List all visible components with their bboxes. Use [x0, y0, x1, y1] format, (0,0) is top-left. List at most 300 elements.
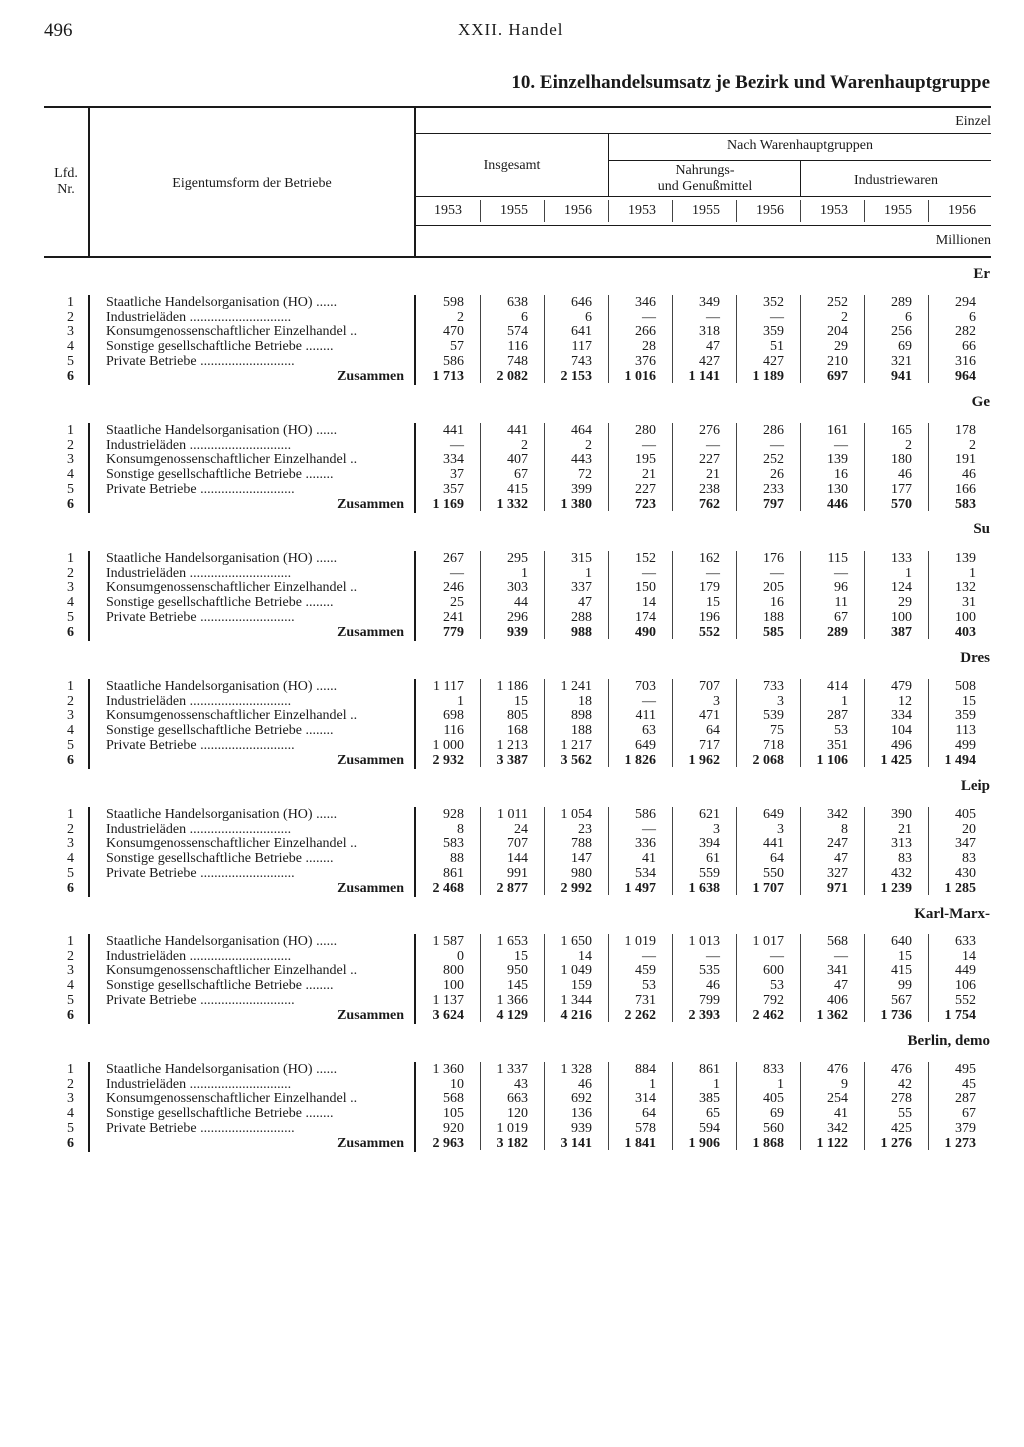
table-cell: 1 [649, 1077, 656, 1092]
table-cell: 640 [891, 934, 912, 949]
row-number: 4 [67, 339, 74, 354]
table-cell: 179 [699, 580, 720, 595]
table-cell: 2 877 [496, 881, 528, 896]
row-label: Zusammen [337, 753, 404, 768]
table-cell: 1 [585, 566, 592, 581]
table-cell: 991 [507, 866, 528, 881]
table-cell: 743 [571, 354, 592, 369]
row-number: 5 [67, 738, 74, 753]
table-cell: 51 [770, 339, 784, 354]
row-label: Industrieläden ............................. [106, 949, 292, 964]
row-label: Private Betriebe ........................... [106, 738, 295, 753]
table-cell: 1 [457, 694, 464, 709]
row-number: 1 [67, 1062, 74, 1077]
row-number: 6 [67, 1136, 74, 1151]
row-label: Konsumgenossenschaftlicher Einzelhandel .. [106, 580, 358, 595]
row-number: 3 [67, 963, 74, 978]
table-cell: 1 736 [880, 1008, 912, 1023]
table-cell: 247 [827, 836, 848, 851]
table-cell: 286 [763, 423, 784, 438]
table-cell: 246 [443, 580, 464, 595]
table-cell: 21 [898, 822, 912, 837]
table-cell: 800 [443, 963, 464, 978]
section-title: Dres [960, 650, 990, 666]
table-cell: 633 [955, 934, 976, 949]
table-row [0, 978, 1024, 993]
header-nr: Nr. [57, 182, 75, 197]
table-cell: 18 [578, 694, 592, 709]
table-cell: 2 963 [432, 1136, 464, 1151]
table-cell: 295 [507, 551, 528, 566]
table-cell: 1 106 [816, 753, 848, 768]
table-cell: 161 [827, 423, 848, 438]
table-cell: 939 [571, 1121, 592, 1136]
table-cell: 1 013 [688, 934, 720, 949]
table-cell: 1 016 [624, 369, 656, 384]
table-cell: 21 [642, 467, 656, 482]
table-cell: 3 [713, 694, 720, 709]
table-cell: 950 [507, 963, 528, 978]
row-number: 2 [67, 1077, 74, 1092]
table-cell: 641 [571, 324, 592, 339]
table-row [0, 822, 1024, 837]
table-cell: 57 [450, 339, 464, 354]
table-row [0, 949, 1024, 964]
table-cell: — [450, 438, 464, 453]
table-row [0, 551, 1024, 566]
table-row [0, 753, 1024, 768]
table-cell: 88 [450, 851, 464, 866]
header-year: 1953 [820, 203, 848, 218]
table-cell: 459 [635, 963, 656, 978]
table-cell: 69 [770, 1106, 784, 1121]
table-cell: 41 [642, 851, 656, 866]
table-cell: 495 [955, 1062, 976, 1077]
table-cell: 1 019 [624, 934, 656, 949]
table-cell: 180 [891, 452, 912, 467]
table-cell: 1 [713, 1077, 720, 1092]
row-label: Staatliche Handelsorganisation (HO) ...... [106, 551, 338, 566]
table-cell: 150 [635, 580, 656, 595]
table-cell: 46 [898, 467, 912, 482]
table-cell: 336 [635, 836, 656, 851]
table-cell: 115 [827, 551, 848, 566]
table-cell: 188 [571, 723, 592, 738]
table-cell: 2 153 [560, 369, 592, 384]
table-cell: 430 [955, 866, 976, 881]
table-cell: 964 [955, 369, 976, 384]
row-label: Sonstige gesellschaftliche Betriebe ........ [106, 978, 334, 993]
table-cell: 443 [571, 452, 592, 467]
table-cell: 1 653 [496, 934, 528, 949]
table-cell: 707 [507, 836, 528, 851]
table-cell: 2 932 [432, 753, 464, 768]
header-lfd: Lfd. [54, 166, 78, 181]
table-cell: 2 [969, 438, 976, 453]
row-number: 6 [67, 497, 74, 512]
row-number: 5 [67, 610, 74, 625]
table-row [0, 595, 1024, 610]
row-number: 3 [67, 836, 74, 851]
table-cell: 120 [507, 1106, 528, 1121]
table-row [0, 1136, 1024, 1151]
row-label: Sonstige gesellschaftliche Betriebe ........ [106, 595, 334, 610]
table-cell: 779 [443, 625, 464, 640]
table-cell: 928 [443, 807, 464, 822]
table-cell: 337 [571, 580, 592, 595]
table-cell: 411 [635, 708, 656, 723]
table-cell: 2 [457, 310, 464, 325]
row-number: 6 [67, 369, 74, 384]
table-cell: 254 [827, 1091, 848, 1106]
table-cell: — [770, 949, 784, 964]
row-label: Zusammen [337, 497, 404, 512]
table-cell: 116 [443, 723, 464, 738]
table-cell: 1 707 [752, 881, 784, 896]
table-cell: — [642, 949, 656, 964]
table-cell: 359 [763, 324, 784, 339]
table-cell: — [706, 438, 720, 453]
table-cell: 289 [827, 625, 848, 640]
row-label: Industrieläden ............................. [106, 310, 292, 325]
page-number: 496 [44, 20, 73, 41]
table-cell: 1 000 [432, 738, 464, 753]
row-label: Industrieläden ............................. [106, 822, 292, 837]
header-divider-label [414, 108, 416, 256]
table-cell: 403 [955, 625, 976, 640]
table-cell: 432 [891, 866, 912, 881]
row-number: 5 [67, 993, 74, 1008]
table-row [0, 963, 1024, 978]
section-title: Er [973, 266, 990, 282]
table-cell: — [706, 566, 720, 581]
row-number: 4 [67, 978, 74, 993]
table-cell: 252 [827, 295, 848, 310]
table-cell: 476 [891, 1062, 912, 1077]
table-cell: 508 [955, 679, 976, 694]
table-cell: 188 [763, 610, 784, 625]
table-cell: 66 [962, 339, 976, 354]
row-label: Staatliche Handelsorganisation (HO) ...... [106, 295, 338, 310]
table-cell: 394 [699, 836, 720, 851]
table-cell: 1 754 [944, 1008, 976, 1023]
table-cell: 884 [635, 1062, 656, 1077]
table-cell: 1 [969, 566, 976, 581]
row-number: 3 [67, 1091, 74, 1106]
header-rule-1 [416, 133, 991, 134]
table-row [0, 1077, 1024, 1092]
table-cell: 342 [827, 807, 848, 822]
table-cell: 441 [763, 836, 784, 851]
table-cell: 346 [635, 295, 656, 310]
table-cell: 415 [507, 482, 528, 497]
table-cell: 104 [891, 723, 912, 738]
table-row [0, 738, 1024, 753]
header-einzel: Einzel [955, 114, 991, 129]
table-cell: 1 906 [688, 1136, 720, 1151]
table-cell: 2 082 [496, 369, 528, 384]
table-cell: 280 [635, 423, 656, 438]
table-cell: 476 [827, 1062, 848, 1077]
table-cell: 287 [955, 1091, 976, 1106]
table-row [0, 1121, 1024, 1136]
row-label: Industrieläden ............................. [106, 694, 292, 709]
table-row [0, 1008, 1024, 1023]
table-cell: 1 [905, 566, 912, 581]
table-cell: 133 [891, 551, 912, 566]
table-cell: 55 [898, 1106, 912, 1121]
table-title: 10. Einzelhandelsumsatz je Bezirk und Warenhauptgruppe [511, 72, 990, 93]
table-cell: — [642, 566, 656, 581]
table-cell: 898 [571, 708, 592, 723]
row-label: Private Betriebe ........................... [106, 610, 295, 625]
table-cell: 8 [841, 822, 848, 837]
table-cell: 69 [898, 339, 912, 354]
row-label: Zusammen [337, 1008, 404, 1023]
table-cell: 1 962 [688, 753, 720, 768]
table-cell: 2 [905, 438, 912, 453]
table-cell: 1 826 [624, 753, 656, 768]
table-cell: 717 [699, 738, 720, 753]
table-cell: 2 262 [624, 1008, 656, 1023]
table-cell: 139 [955, 551, 976, 566]
table-cell: 692 [571, 1091, 592, 1106]
table-cell: 321 [891, 354, 912, 369]
table-cell: 46 [962, 467, 976, 482]
table-cell: 46 [578, 1077, 592, 1092]
table-cell: 649 [763, 807, 784, 822]
table-row [0, 610, 1024, 625]
table-row [0, 1091, 1024, 1106]
table-cell: 1 [841, 694, 848, 709]
row-number: 4 [67, 1106, 74, 1121]
table-cell: 3 387 [496, 753, 528, 768]
table-cell: 574 [507, 324, 528, 339]
row-number: 3 [67, 708, 74, 723]
table-cell: 65 [706, 1106, 720, 1121]
table-cell: 805 [507, 708, 528, 723]
table-cell: 2 393 [688, 1008, 720, 1023]
table-row [0, 423, 1024, 438]
table-cell: 539 [763, 708, 784, 723]
table-cell: 41 [834, 1106, 848, 1121]
table-cell: 3 [777, 694, 784, 709]
table-cell: 1 497 [624, 881, 656, 896]
table-cell: 196 [699, 610, 720, 625]
table-cell: 47 [706, 339, 720, 354]
table-cell: 1 169 [432, 497, 464, 512]
table-cell: — [642, 310, 656, 325]
table-cell: 1 241 [560, 679, 592, 694]
table-cell: 61 [706, 851, 720, 866]
table-cell: 16 [770, 595, 784, 610]
table-cell: 449 [955, 963, 976, 978]
table-cell: 2 992 [560, 881, 592, 896]
table-cell: 342 [827, 1121, 848, 1136]
table-cell: 14 [962, 949, 976, 964]
table-cell: 47 [834, 978, 848, 993]
table-cell: 1 [521, 566, 528, 581]
row-label: Private Betriebe ........................... [106, 993, 295, 1008]
table-cell: 1 019 [496, 1121, 528, 1136]
table-cell: 390 [891, 807, 912, 822]
row-label: Konsumgenossenschaftlicher Einzelhandel .. [106, 324, 358, 339]
row-number: 3 [67, 580, 74, 595]
table-cell: 116 [507, 339, 528, 354]
table-cell: — [834, 566, 848, 581]
table-cell: 124 [891, 580, 912, 595]
row-label: Private Betriebe ........................... [106, 866, 295, 881]
table-cell: 165 [891, 423, 912, 438]
row-number: 3 [67, 452, 74, 467]
table-row [0, 1062, 1024, 1077]
table-cell: 387 [891, 625, 912, 640]
table-cell: 64 [706, 723, 720, 738]
table-cell: 646 [571, 295, 592, 310]
table-cell: 649 [635, 738, 656, 753]
table-cell: 415 [891, 963, 912, 978]
table-cell: 238 [699, 482, 720, 497]
table-cell: 227 [699, 452, 720, 467]
table-cell: 53 [834, 723, 848, 738]
row-label: Konsumgenossenschaftlicher Einzelhandel .. [106, 836, 358, 851]
table-cell: 1 049 [560, 963, 592, 978]
table-cell: 351 [827, 738, 848, 753]
row-number: 1 [67, 807, 74, 822]
row-number: 2 [67, 438, 74, 453]
row-label: Private Betriebe ........................... [106, 354, 295, 369]
table-cell: 792 [763, 993, 784, 1008]
table-cell: 46 [706, 978, 720, 993]
row-number: 3 [67, 324, 74, 339]
table-cell: 359 [955, 708, 976, 723]
row-label: Zusammen [337, 881, 404, 896]
table-cell: 15 [706, 595, 720, 610]
table-cell: 762 [699, 497, 720, 512]
table-cell: 2 [585, 438, 592, 453]
table-row [0, 694, 1024, 709]
table-row [0, 452, 1024, 467]
table-cell: 586 [635, 807, 656, 822]
row-number: 1 [67, 423, 74, 438]
table-cell: 552 [699, 625, 720, 640]
table-row [0, 866, 1024, 881]
table-cell: 10 [450, 1077, 464, 1092]
table-cell: 25 [450, 595, 464, 610]
table-row [0, 497, 1024, 512]
table-cell: 166 [955, 482, 976, 497]
header-year: 1955 [884, 203, 912, 218]
row-label: Staatliche Handelsorganisation (HO) ...... [106, 679, 338, 694]
header-year: 1955 [500, 203, 528, 218]
table-cell: 470 [443, 324, 464, 339]
table-cell: 479 [891, 679, 912, 694]
table-cell: 20 [962, 822, 976, 837]
table-row [0, 851, 1024, 866]
header-rule-3 [416, 196, 991, 197]
table-cell: 26 [770, 467, 784, 482]
table-cell: 67 [962, 1106, 976, 1121]
table-cell: 697 [827, 369, 848, 384]
table-cell: 178 [955, 423, 976, 438]
table-cell: 105 [443, 1106, 464, 1121]
table-cell: 1 011 [497, 807, 528, 822]
header-year: 1955 [692, 203, 720, 218]
table-cell: 195 [635, 452, 656, 467]
header-nahrungs-1: Nahrungs- [675, 163, 735, 178]
table-cell: 136 [571, 1106, 592, 1121]
table-cell: 63 [642, 723, 656, 738]
row-number: 1 [67, 551, 74, 566]
table-cell: 12 [898, 694, 912, 709]
table-cell: 99 [898, 978, 912, 993]
table-cell: 980 [571, 866, 592, 881]
table-cell: 8 [457, 822, 464, 837]
table-cell: 316 [955, 354, 976, 369]
table-cell: 29 [834, 339, 848, 354]
table-cell: 399 [571, 482, 592, 497]
table-cell: 1 650 [560, 934, 592, 949]
table-cell: 920 [443, 1121, 464, 1136]
table-cell: 3 562 [560, 753, 592, 768]
row-number: 2 [67, 566, 74, 581]
header-year: 1956 [564, 203, 592, 218]
table-cell: 499 [955, 738, 976, 753]
table-cell: 357 [443, 482, 464, 497]
table-cell: 11 [834, 595, 848, 610]
table-cell: 941 [891, 369, 912, 384]
table-cell: 1 366 [496, 993, 528, 1008]
table-row [0, 310, 1024, 325]
header-nach-warenhauptgruppen: Nach Warenhauptgruppen [727, 138, 873, 153]
section-title: Ge [971, 394, 990, 410]
table-cell: 1 186 [496, 679, 528, 694]
row-label: Zusammen [337, 625, 404, 640]
table-cell: — [770, 566, 784, 581]
header-year: 1956 [948, 203, 976, 218]
table-cell: 3 141 [560, 1136, 592, 1151]
table-row [0, 482, 1024, 497]
table-cell: 988 [571, 625, 592, 640]
table-cell: 568 [443, 1091, 464, 1106]
table-cell: 568 [827, 934, 848, 949]
table-cell: 241 [443, 610, 464, 625]
section-title: Berlin, demo [907, 1033, 990, 1049]
table-cell: 379 [955, 1121, 976, 1136]
table-cell: 282 [955, 324, 976, 339]
table-cell: 427 [699, 354, 720, 369]
table-cell: 100 [443, 978, 464, 993]
table-cell: 638 [507, 295, 528, 310]
table-cell: 266 [635, 324, 656, 339]
table-cell: 144 [507, 851, 528, 866]
row-label: Konsumgenossenschaftlicher Einzelhandel .. [106, 708, 358, 723]
row-number: 6 [67, 625, 74, 640]
table-cell: 341 [827, 963, 848, 978]
table-row [0, 1106, 1024, 1121]
table-cell: 707 [699, 679, 720, 694]
row-label: Zusammen [337, 369, 404, 384]
row-number: 6 [67, 753, 74, 768]
table-cell: 1 332 [496, 497, 528, 512]
table-row [0, 467, 1024, 482]
table-cell: 698 [443, 708, 464, 723]
row-label: Staatliche Handelsorganisation (HO) ...... [106, 934, 338, 949]
table-cell: 191 [955, 452, 976, 467]
table-cell: 53 [642, 978, 656, 993]
table-cell: 75 [770, 723, 784, 738]
table-cell: 425 [891, 1121, 912, 1136]
